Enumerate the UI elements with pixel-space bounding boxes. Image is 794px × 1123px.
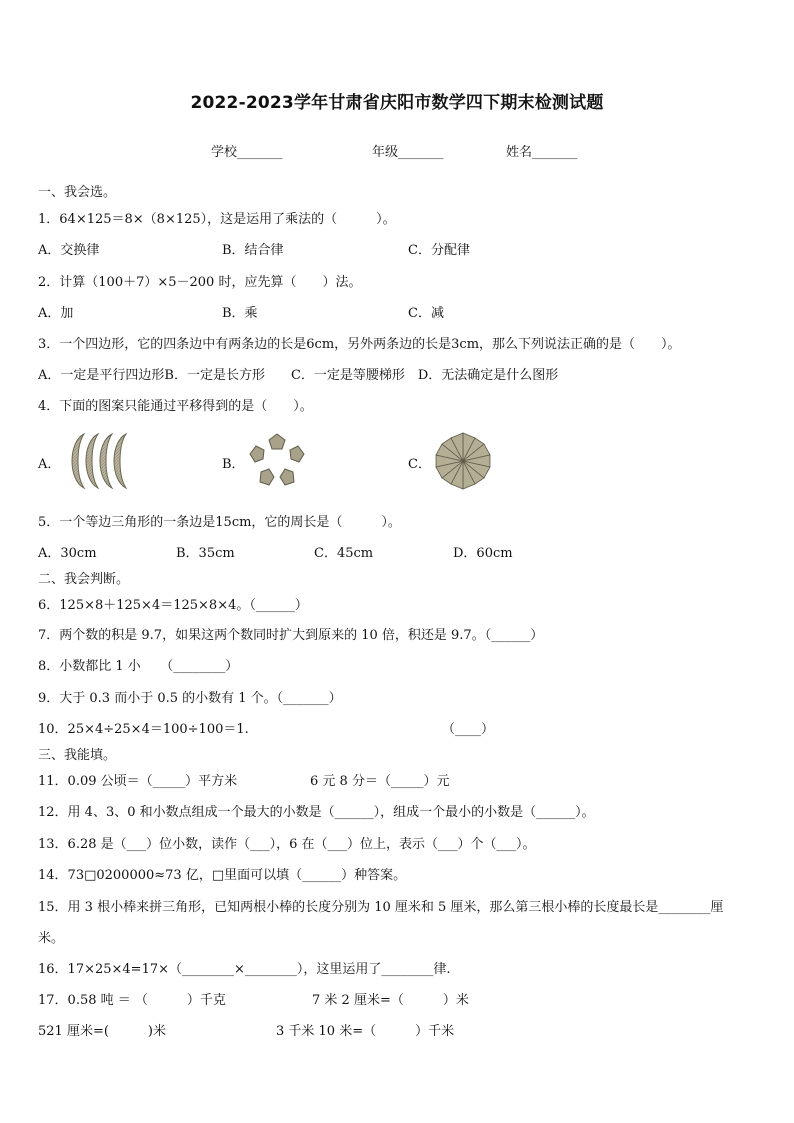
q2-option-b: B．乘 [222,306,258,321]
question-17b: 7 米 2 厘米=（ ）米 [312,993,469,1008]
question-4: 4．下面的图案只能通过平移得到的是（ ）。 [38,399,313,414]
q5-option-a: A．30cm [38,546,97,561]
crescent-moons-icon [62,430,130,492]
question-2: 2．计算（100＋7）×5－200 时，应先算（ ）法。 [38,275,362,290]
question-9: 9．大于 0.3 而小于 0.5 的小数有 1 个。（_______） [38,691,342,706]
question-15: 15．用 3 根小棒来拼三角形，已知两根小棒的长度分别为 10 厘米和 5 厘米，那么第三根小棒的长度最长是________厘 [38,900,724,915]
question-17c: 521 厘米=( )米 [38,1024,166,1039]
question-17d: 3 千米 10 米=（ ）千米 [276,1024,455,1039]
question-6: 6．125×8＋125×4＝125×8×4。（______） [38,598,308,613]
question-3: 3．一个四边形，它的四条边中有两条边的长是6cm，另外两条边的长是3cm，那么下列说法正确的是（ ）。 [38,337,681,352]
question-16: 16．17×25×4=17×（________×________），这里运用了________律. [38,962,451,977]
q5-option-b: B．35cm [176,546,235,561]
pentagon-flower-icon [246,432,308,488]
question-15-cont: 米。 [38,931,65,946]
question-11a: 11．0.09 公顷＝（_____）平方米 [38,774,238,789]
question-11b: 6 元 8 分＝（_____）元 [310,774,450,789]
q4-option-a: A． [38,457,61,472]
question-1: 1．64×125＝8×（8×125），这是运用了乘法的（ ）。 [38,212,396,227]
pinwheel-icon [432,430,494,492]
question-10: 10．25×4÷25×4＝100÷100＝1. [38,722,249,737]
q2-option-c: C．减 [408,306,444,321]
q1-option-b: B．结合律 [222,243,284,258]
grade-field: 年级_______ [372,145,444,160]
school-field: 学校_______ [211,145,283,160]
name-field: 姓名_______ [506,145,578,160]
section-2-heading: 二、我会判断。 [38,572,130,587]
question-14: 14．73□0200000≈73 亿，□里面可以填（______）种答案。 [38,868,407,883]
question-8: 8．小数都比 1 小 （________） [38,659,239,674]
q1-option-a: A．交换律 [38,243,100,258]
question-12: 12．用 4、3、0 和小数点组成一个最大的小数是（______），组成一个最小的小数是（______）。 [38,805,595,820]
q3-options: A．一定是平行四边形B．一定是长方形 C．一定是等腰梯形 D．无法确定是什么图形 [38,368,559,383]
q2-option-a: A．加 [38,306,74,321]
question-7: 7．两个数的积是 9.7，如果这两个数同时扩大到原来的 10 倍，积还是 9.7。（______） [38,628,544,643]
question-5: 5．一个等边三角形的一条边是15cm，它的周长是（ ）。 [38,515,401,530]
q5-option-d: D．60cm [453,546,513,561]
q1-option-c: C．分配律 [408,243,470,258]
q4-option-c: C． [408,457,431,472]
question-17a: 17．0.58 吨 ＝ （ ）千克 [38,993,226,1008]
q4-option-b: B． [222,457,245,472]
question-13: 13．6.28 是（___）位小数，读作（___），6 在（___）位上，表示（___）个（___）。 [38,837,536,852]
q5-option-c: C．45cm [314,546,374,561]
page-title: 2022-2023学年甘肃省庆阳市数学四下期末检测试题 [190,93,604,113]
section-1-heading: 一、我会选。 [38,185,117,200]
section-3-heading: 三、我能填。 [38,748,117,763]
question-10-blank: （____） [442,722,495,737]
